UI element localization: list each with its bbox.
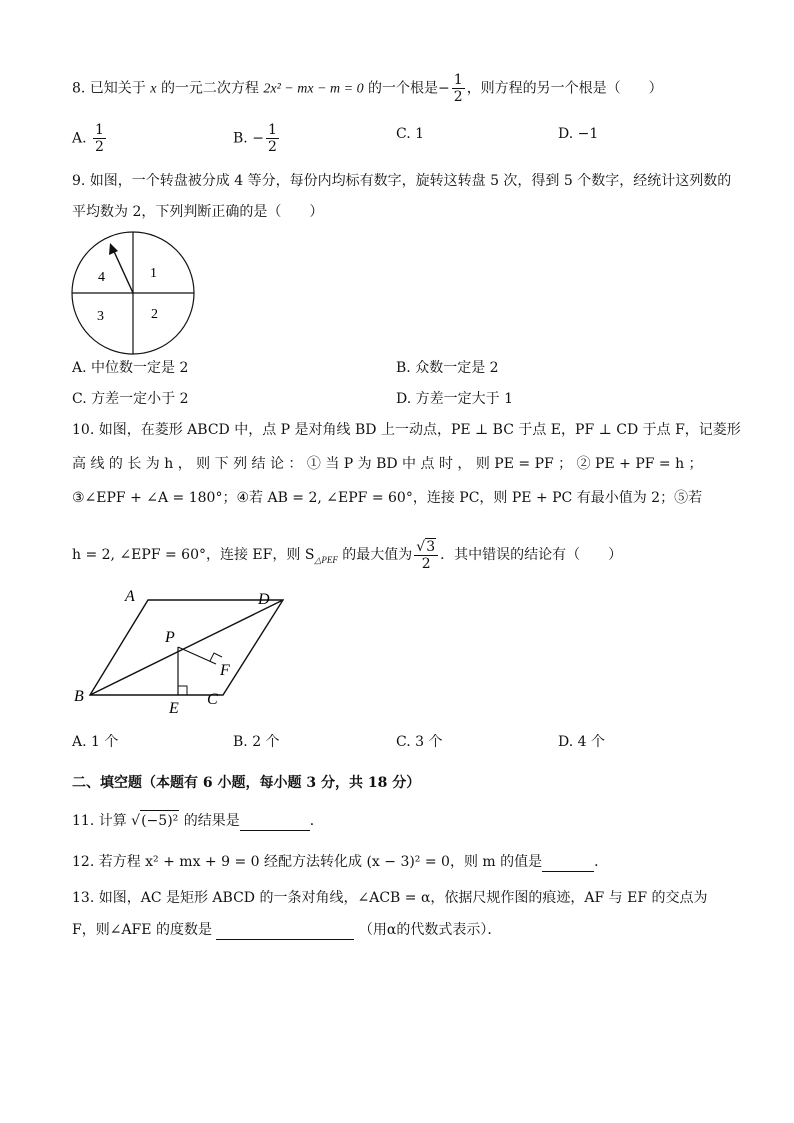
spinner-num-2: 2 (151, 307, 158, 322)
q8-frac-den: 2 (453, 89, 463, 105)
q8-text2: 的一个根是 (368, 80, 439, 97)
label-f: F (220, 662, 230, 679)
segment-pf (178, 647, 216, 664)
option-label: C. (396, 126, 411, 142)
q11-radicand: (−5)² (140, 810, 179, 831)
q9-line1: 9. 如图，一个转盘被分成 4 等分，每份内均标有数字，旋转这转盘 5 次，得到 5 个数字，经统计这列数的 (72, 173, 732, 189)
right-angle-e-icon (178, 686, 187, 695)
q10-area-subscript: △PEF (314, 555, 338, 565)
q8-option-d[interactable] (558, 124, 598, 144)
option-text: 方差一定大于 1 (415, 391, 513, 407)
q8-option-a-frac (93, 122, 106, 155)
option-value: 1 (415, 126, 425, 142)
spinner-num-4: 4 (98, 270, 105, 285)
q9-option-c[interactable] (72, 389, 188, 409)
option-label: A. (72, 734, 87, 750)
q13-line1: 13. 如图，AC 是矩形 ABCD 的一条对角线，∠ACB = α，依据尺规作图的痕迹，AF 与 EF 的交点为 (72, 890, 708, 906)
option-label: B. (233, 734, 248, 750)
q11-end: ． (309, 813, 324, 829)
pointer-arrowhead-icon (109, 243, 118, 255)
q9-line2: 平均数为 2，下列判断正确的是（ ） (72, 204, 324, 220)
q10-option-b[interactable] (233, 732, 280, 752)
option-text: 4 个 (577, 734, 605, 750)
q8-option-c[interactable] (396, 124, 424, 144)
q10-option-a[interactable] (72, 732, 118, 752)
option-sign: − (252, 130, 264, 147)
option-text: 2 个 (252, 734, 280, 750)
q8-var-x: x (150, 81, 157, 97)
frac-den: 2 (95, 139, 104, 155)
label-e: E (169, 700, 179, 717)
right-angle-f-icon (210, 653, 222, 661)
q8-option-a[interactable] (72, 122, 108, 155)
spinner-pointer (112, 247, 133, 293)
q10-line4c: ．其中错误的结论有（ ） (440, 547, 623, 563)
q11 (72, 810, 324, 831)
frac-num: √3 (414, 538, 438, 556)
q12-end: ． (594, 854, 609, 870)
q13-answer-blank[interactable] (216, 919, 354, 940)
option-label: D. (558, 734, 574, 750)
sqrt-radicand: 3 (426, 539, 436, 555)
option-label: D. (558, 126, 574, 142)
q10-option-d[interactable] (558, 732, 605, 752)
q13-line2a: F，则∠AFE 的度数是 (72, 922, 212, 938)
frac-num: 1 (267, 122, 277, 138)
option-label: A. (72, 360, 87, 376)
frac-den: 2 (421, 556, 431, 572)
q10-line3: ③∠EPF + ∠A = 180°；④若 AB = 2, ∠EPF = 60°，连接 PC，则 PE + PC 有最小值为 2；⑤若 (72, 490, 703, 506)
q11-tail: 的结果是 (183, 813, 240, 829)
q10-max-fraction (414, 538, 438, 572)
spinner-num-1: 1 (150, 266, 157, 281)
option-label: C. (72, 391, 87, 407)
option-label: C. (396, 734, 411, 750)
option-text: 中位数一定是 2 (91, 360, 189, 376)
q9-option-d[interactable] (396, 389, 513, 409)
option-text: 众数一定是 2 (415, 360, 499, 376)
label-p: P (165, 629, 175, 646)
option-label: A. (72, 130, 87, 147)
spinner-num-3: 3 (97, 309, 104, 324)
q13-line2 (72, 919, 501, 940)
q9-option-b[interactable] (396, 358, 499, 378)
label-d: D (258, 591, 270, 608)
q9-option-a[interactable] (72, 358, 188, 378)
q8-text1: 的一元二次方程 (160, 80, 259, 97)
option-label: B. (396, 360, 411, 376)
q11-sqrt: √(−5)² (131, 813, 179, 829)
option-text: 方差一定小于 2 (91, 391, 189, 407)
q8-option-b[interactable] (233, 122, 281, 155)
q8-text3: ，则方程的另一个根是（ ） (466, 80, 663, 97)
q8-option-b-frac (266, 122, 279, 155)
q10-line1: 10. 如图，在菱形 ABCD 中，点 P 是对角线 BD 上一动点，PE ⊥ BC 于点 E，PF ⊥ CD 于点 F，记菱形 (72, 422, 741, 438)
q10-option-c[interactable] (396, 732, 442, 752)
q8-lead: 8. 已知关于 (72, 80, 146, 97)
q11-answer-blank[interactable] (240, 810, 310, 831)
q10-line4b: 的最大值为 (337, 547, 413, 563)
q8-equation: 2x² − mx − m = 0 (263, 81, 364, 97)
frac-den: 2 (267, 139, 277, 155)
option-text: 1 个 (91, 734, 119, 750)
q8-neg: − (438, 80, 450, 97)
q13-line2b: （用α的代数式表示）． (358, 922, 502, 938)
option-label: B. (233, 130, 248, 147)
section-heading: 二、填空题（本题有 6 小题，每小题 3 分，共 18 分） (72, 775, 421, 791)
q8-fraction (452, 72, 465, 105)
q8-stem (72, 72, 663, 105)
q8-frac-num: 1 (453, 72, 463, 88)
q11-lead: 11. 计算 (72, 813, 127, 829)
q12-answer-blank[interactable] (542, 851, 594, 872)
label-a: A (125, 588, 135, 605)
q10-line4 (72, 538, 622, 572)
q12 (72, 851, 608, 872)
q12-text: 12. 若方程 x² + mx + 9 = 0 经配方法转化成 (x − 3)² = 0，则 m 的值是 (72, 854, 543, 870)
label-c: C (207, 691, 218, 708)
q10-line2: 高 线 的 长 为 h ， 则 下 列 结 论 ： ① 当 P 为 BD 中 点 时 ， 则 PE = PF ； ② PE + PF = h ； (72, 456, 703, 472)
option-label: D. (396, 391, 412, 407)
option-text: 3 个 (415, 734, 443, 750)
spinner-figure (70, 230, 198, 358)
q10-line4a: h = 2, ∠EPF = 60°，连接 EF，则 S (72, 547, 315, 563)
rhombus-figure (68, 585, 288, 720)
option-value: −1 (577, 126, 599, 142)
label-b: B (74, 688, 84, 705)
frac-num: 1 (95, 122, 104, 138)
